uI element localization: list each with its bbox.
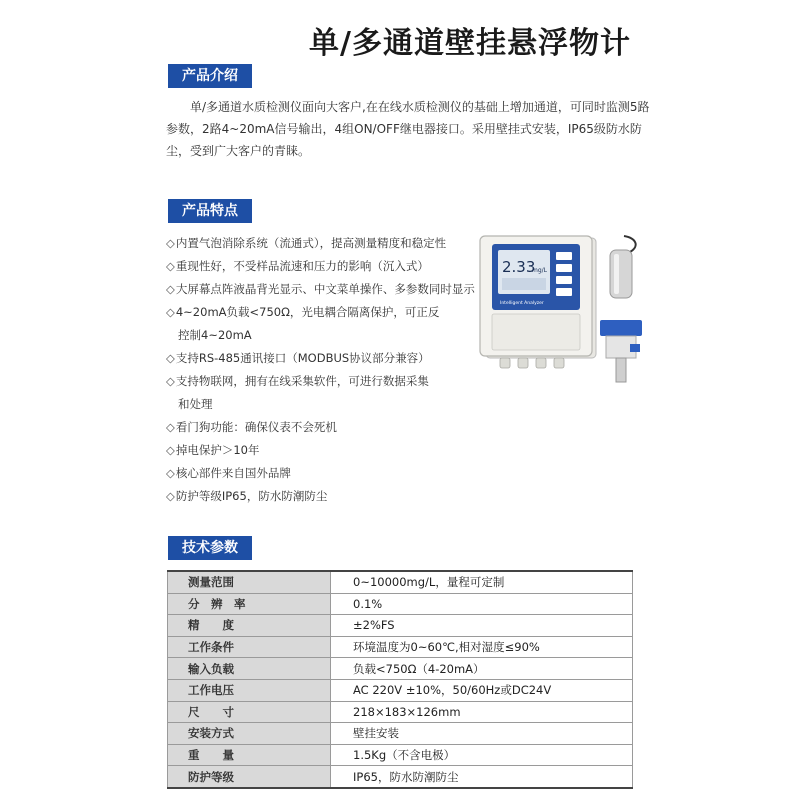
device-cable-gland [500,358,510,368]
device-key-2 [556,264,572,272]
diamond-bullet-icon: ◇ [166,236,175,250]
spec-value: AC 220V ±10%，50/60Hz或DC24V [331,679,633,701]
feature-item: ◇核心部件来自国外品牌 [166,466,291,480]
spec-key: 工作电压 [168,679,331,701]
specs-heading: 技术参数 [168,536,252,560]
table-row [168,571,633,593]
feature-item-continuation: 控制4~20mA [178,328,252,342]
features-heading: 产品特点 [168,199,252,223]
device-key-1 [556,252,572,260]
spec-value: 218×183×126mm [331,701,633,723]
table-row [168,615,633,637]
device-cable-gland [554,358,564,368]
device-screen-value: 2.33 [502,258,536,276]
diamond-bullet-icon: ◇ [166,259,175,273]
diamond-bullet-icon: ◇ [166,305,175,319]
spec-key: 尺 寸 [168,701,331,723]
intro-paragraph: 单/多通道水质检测仪面向大客户,在在线水质检测仪的基础上增加通道，可同时监测5路参数，2路4~20mA信号输出，4组ON/OFF继电器接口。采用壁挂式安装，IP65级防水防尘，受到广大客户的青睐。 [166,100,650,158]
feature-item: ◇重现性好，不受样品流速和压力的影响（沉入式） [166,259,429,273]
device-key-4 [556,288,572,296]
submersion-sensor-image [596,234,646,304]
sensor-probe-highlight [614,254,619,294]
diamond-bullet-icon: ◇ [166,466,175,480]
flow-cell-port [630,344,640,352]
feature-item: ◇大屏幕点阵液晶背光显示、中文菜单操作、多参数同时显示 [166,282,475,296]
feature-item-continuation: 和处理 [178,397,213,411]
feature-item: ◇看门狗功能：确保仪表不会死机 [166,420,337,434]
table-row [168,701,633,723]
spec-value: 1.5Kg（不含电极） [331,744,633,766]
spec-key: 输入负载 [168,658,331,680]
table-row [168,766,633,788]
flow-sensor-image [596,316,646,386]
spec-key: 分 辨 率 [168,593,331,615]
spec-value: 环境温度为0~60℃,相对湿度≤90% [331,636,633,658]
spec-value: IP65，防水防潮防尘 [331,766,633,788]
diamond-bullet-icon: ◇ [166,374,175,388]
flow-cell-top [600,320,642,336]
spec-key: 精 度 [168,615,331,637]
spec-key: 工作条件 [168,636,331,658]
diamond-bullet-icon: ◇ [166,420,175,434]
spec-value: 壁挂安装 [331,723,633,745]
spec-key: 防护等级 [168,766,331,788]
spec-value: 0.1% [331,593,633,615]
device-screen-graph [502,278,546,290]
feature-item: ◇支持物联网，拥有在线采集软件，可进行数据采集 [166,374,429,388]
spec-value: 0~10000mg/L，量程可定制 [331,571,633,593]
feature-item: ◇内置气泡消除系统（流通式），提高测量精度和稳定性 [166,236,447,250]
diamond-bullet-icon: ◇ [166,489,175,503]
page-title: 单/多通道壁挂悬浮物计 [309,26,631,61]
spec-value: ±2%FS [331,615,633,637]
table-row [168,744,633,766]
diamond-bullet-icon: ◇ [166,351,175,365]
features-list [166,232,475,508]
table-row [168,679,633,701]
device-key-3 [556,276,572,284]
intro-heading: 产品介绍 [168,64,252,88]
table-row [168,723,633,745]
spec-key: 安装方式 [168,723,331,745]
diamond-bullet-icon: ◇ [166,282,175,296]
device-lower-case [492,314,580,350]
feature-item: ◇4~20mA负载<750Ω，光电耦合隔离保护，可正反 [166,305,440,319]
sensor-probe-body [610,250,632,298]
table-row [168,636,633,658]
feature-item: ◇掉电保护＞10年 [166,443,260,457]
spec-table [167,570,633,789]
device-brand-label: Intelligent Analyzer [500,301,544,306]
diamond-bullet-icon: ◇ [166,443,175,457]
device-cable-gland [518,358,528,368]
device-screen-unit: mg/L [532,267,548,274]
table-row [168,593,633,615]
feature-item: ◇支持RS-485通讯接口（MODBUS协议部分兼容） [166,351,430,365]
device-cable-gland [536,358,546,368]
spec-key: 测量范围 [168,571,331,593]
feature-item: ◇防护等级IP65，防水防潮防尘 [166,489,328,503]
spec-key: 重 量 [168,744,331,766]
spec-value: 负载<750Ω（4-20mA） [331,658,633,680]
flow-probe-stem [616,358,626,382]
table-row [168,658,633,680]
